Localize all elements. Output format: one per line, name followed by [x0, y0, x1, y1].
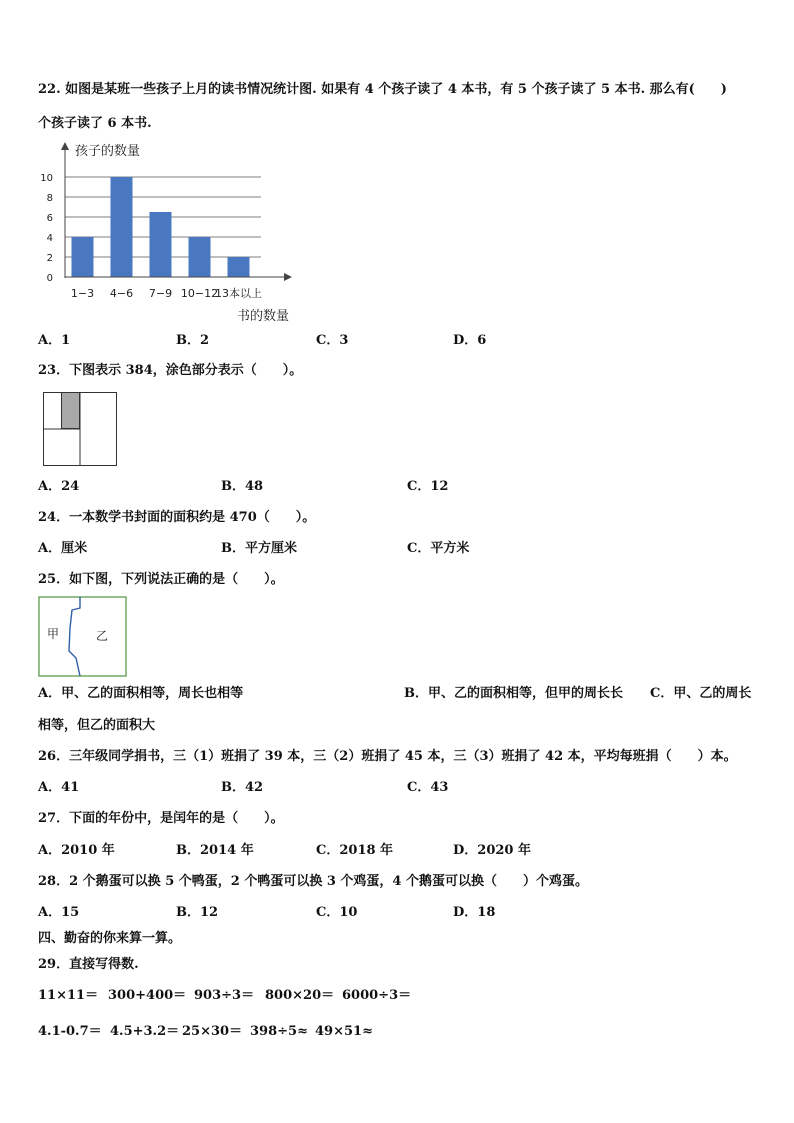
calc-item: 300+400＝ — [108, 988, 187, 1003]
y-tick-label: 0 — [46, 273, 53, 284]
q28-option-a[interactable]: A．15 — [38, 905, 80, 920]
x-axis-label: 书的数量 — [237, 309, 290, 324]
q25-option-c-cont[interactable]: 相等，但乙的面积大 — [38, 718, 156, 733]
bar — [150, 212, 172, 277]
bar — [228, 257, 250, 277]
q29-stem: 29．直接写得数. — [38, 957, 139, 972]
shaded-part — [62, 393, 80, 429]
x-category-label: 7−9 — [148, 287, 173, 300]
q27-stem: 27．下面的年份中，是闰年的是（ ）。 — [38, 811, 284, 826]
q28-option-d[interactable]: D．18 — [453, 905, 496, 920]
label-jia: 甲 — [47, 627, 60, 641]
bar-chart — [30, 138, 320, 330]
label-yi: 乙 — [96, 629, 109, 643]
q27-option-a[interactable]: A．2010 年 — [38, 843, 115, 858]
x-category-label: 13本以上 — [215, 287, 262, 300]
q28-option-b[interactable]: B．12 — [176, 905, 219, 920]
q25-option-b[interactable]: B．甲、乙的面积相等，但甲的周长长 — [404, 686, 623, 701]
calc-item: 11×11＝ — [38, 988, 99, 1003]
q25-figure — [38, 596, 128, 678]
q23-option-c[interactable]: C．12 — [407, 479, 449, 494]
calc-item: 800×20＝ — [265, 988, 335, 1003]
q24-stem: 24．一本数学书封面的面积约是 470（ ）。 — [38, 510, 316, 525]
q22-option-d[interactable]: D．6 — [453, 333, 487, 348]
calc-item: 25×30＝ — [182, 1024, 243, 1039]
q25-option-a[interactable]: A．甲、乙的面积相等，周长也相等 — [38, 686, 244, 701]
q24-option-b[interactable]: B．平方厘米 — [221, 541, 297, 556]
y-tick-label: 8 — [46, 193, 53, 204]
q25-stem: 25．如下图，下列说法正确的是（ ）。 — [38, 572, 284, 587]
q24-option-a[interactable]: A．厘米 — [38, 541, 88, 556]
x-category-label: 1−3 — [70, 287, 95, 300]
x-category-label: 10−12 — [180, 287, 219, 300]
y-tick-label: 4 — [46, 233, 53, 244]
q26-option-c[interactable]: C．43 — [407, 780, 449, 795]
y-axis-arrow — [61, 142, 69, 150]
q22-stem-line1: 22. 如图是某班一些孩子上月的读书情况统计图. 如果有 4 个孩子读了 4 本书，有 5 个孩子读了 5 本书. 那么有( ) — [38, 82, 727, 97]
q22-option-a[interactable]: A．1 — [38, 333, 71, 348]
q23-option-b[interactable]: B．48 — [221, 479, 264, 494]
q22-stem-line2: 个孩子读了 6 本书. — [38, 116, 152, 131]
calc-item: 903÷3＝ — [194, 988, 255, 1003]
q23-option-a[interactable]: A．24 — [38, 479, 80, 494]
y-tick-label: 2 — [46, 253, 53, 264]
q22-option-b[interactable]: B．2 — [176, 333, 210, 348]
calc-item: 4.5+3.2＝ — [110, 1024, 180, 1039]
section-heading: 四、勤奋的你来算一算。 — [38, 931, 182, 946]
calc-item: 49×51≈ — [315, 1024, 373, 1039]
q25-option-c[interactable]: C．甲、乙的周长 — [650, 686, 752, 701]
x-category-label: 4−6 — [109, 287, 134, 300]
calc-item: 398÷5≈ — [250, 1024, 308, 1039]
y-tick-label: 6 — [46, 213, 53, 224]
calc-item: 6000÷3＝ — [342, 988, 412, 1003]
q26-option-b[interactable]: B．42 — [221, 780, 264, 795]
q22-option-c[interactable]: C．3 — [316, 333, 349, 348]
x-axis-arrow — [284, 273, 292, 281]
q28-stem: 28．2 个鹅蛋可以换 5 个鸭蛋，2 个鸭蛋可以换 3 个鸡蛋，4 个鹅蛋可以换（ ）个鸡蛋。 — [38, 874, 588, 889]
dividing-line — [69, 597, 80, 676]
q28-option-c[interactable]: C．10 — [316, 905, 358, 920]
q26-stem: 26．三年级同学捐书，三（1）班捐了 39 本，三（2）班捐了 45 本，三（3）班捐了 42 本，平均每班捐（ ）本。 — [38, 749, 737, 764]
bar — [189, 237, 211, 277]
q27-option-b[interactable]: B．2014 年 — [176, 843, 254, 858]
q23-stem: 23．下图表示 384，涂色部分表示（ ）。 — [38, 363, 303, 378]
bar — [111, 177, 133, 277]
q27-option-c[interactable]: C．2018 年 — [316, 843, 394, 858]
q26-option-a[interactable]: A．41 — [38, 780, 80, 795]
y-axis-label: 孩子的数量 — [75, 144, 141, 159]
q24-option-c[interactable]: C．平方米 — [407, 541, 470, 556]
q27-option-d[interactable]: D．2020 年 — [453, 843, 531, 858]
bar — [72, 237, 94, 277]
q23-square-figure — [43, 392, 118, 467]
y-tick-label: 10 — [40, 173, 53, 184]
calc-item: 4.1-0.7＝ — [38, 1024, 102, 1039]
